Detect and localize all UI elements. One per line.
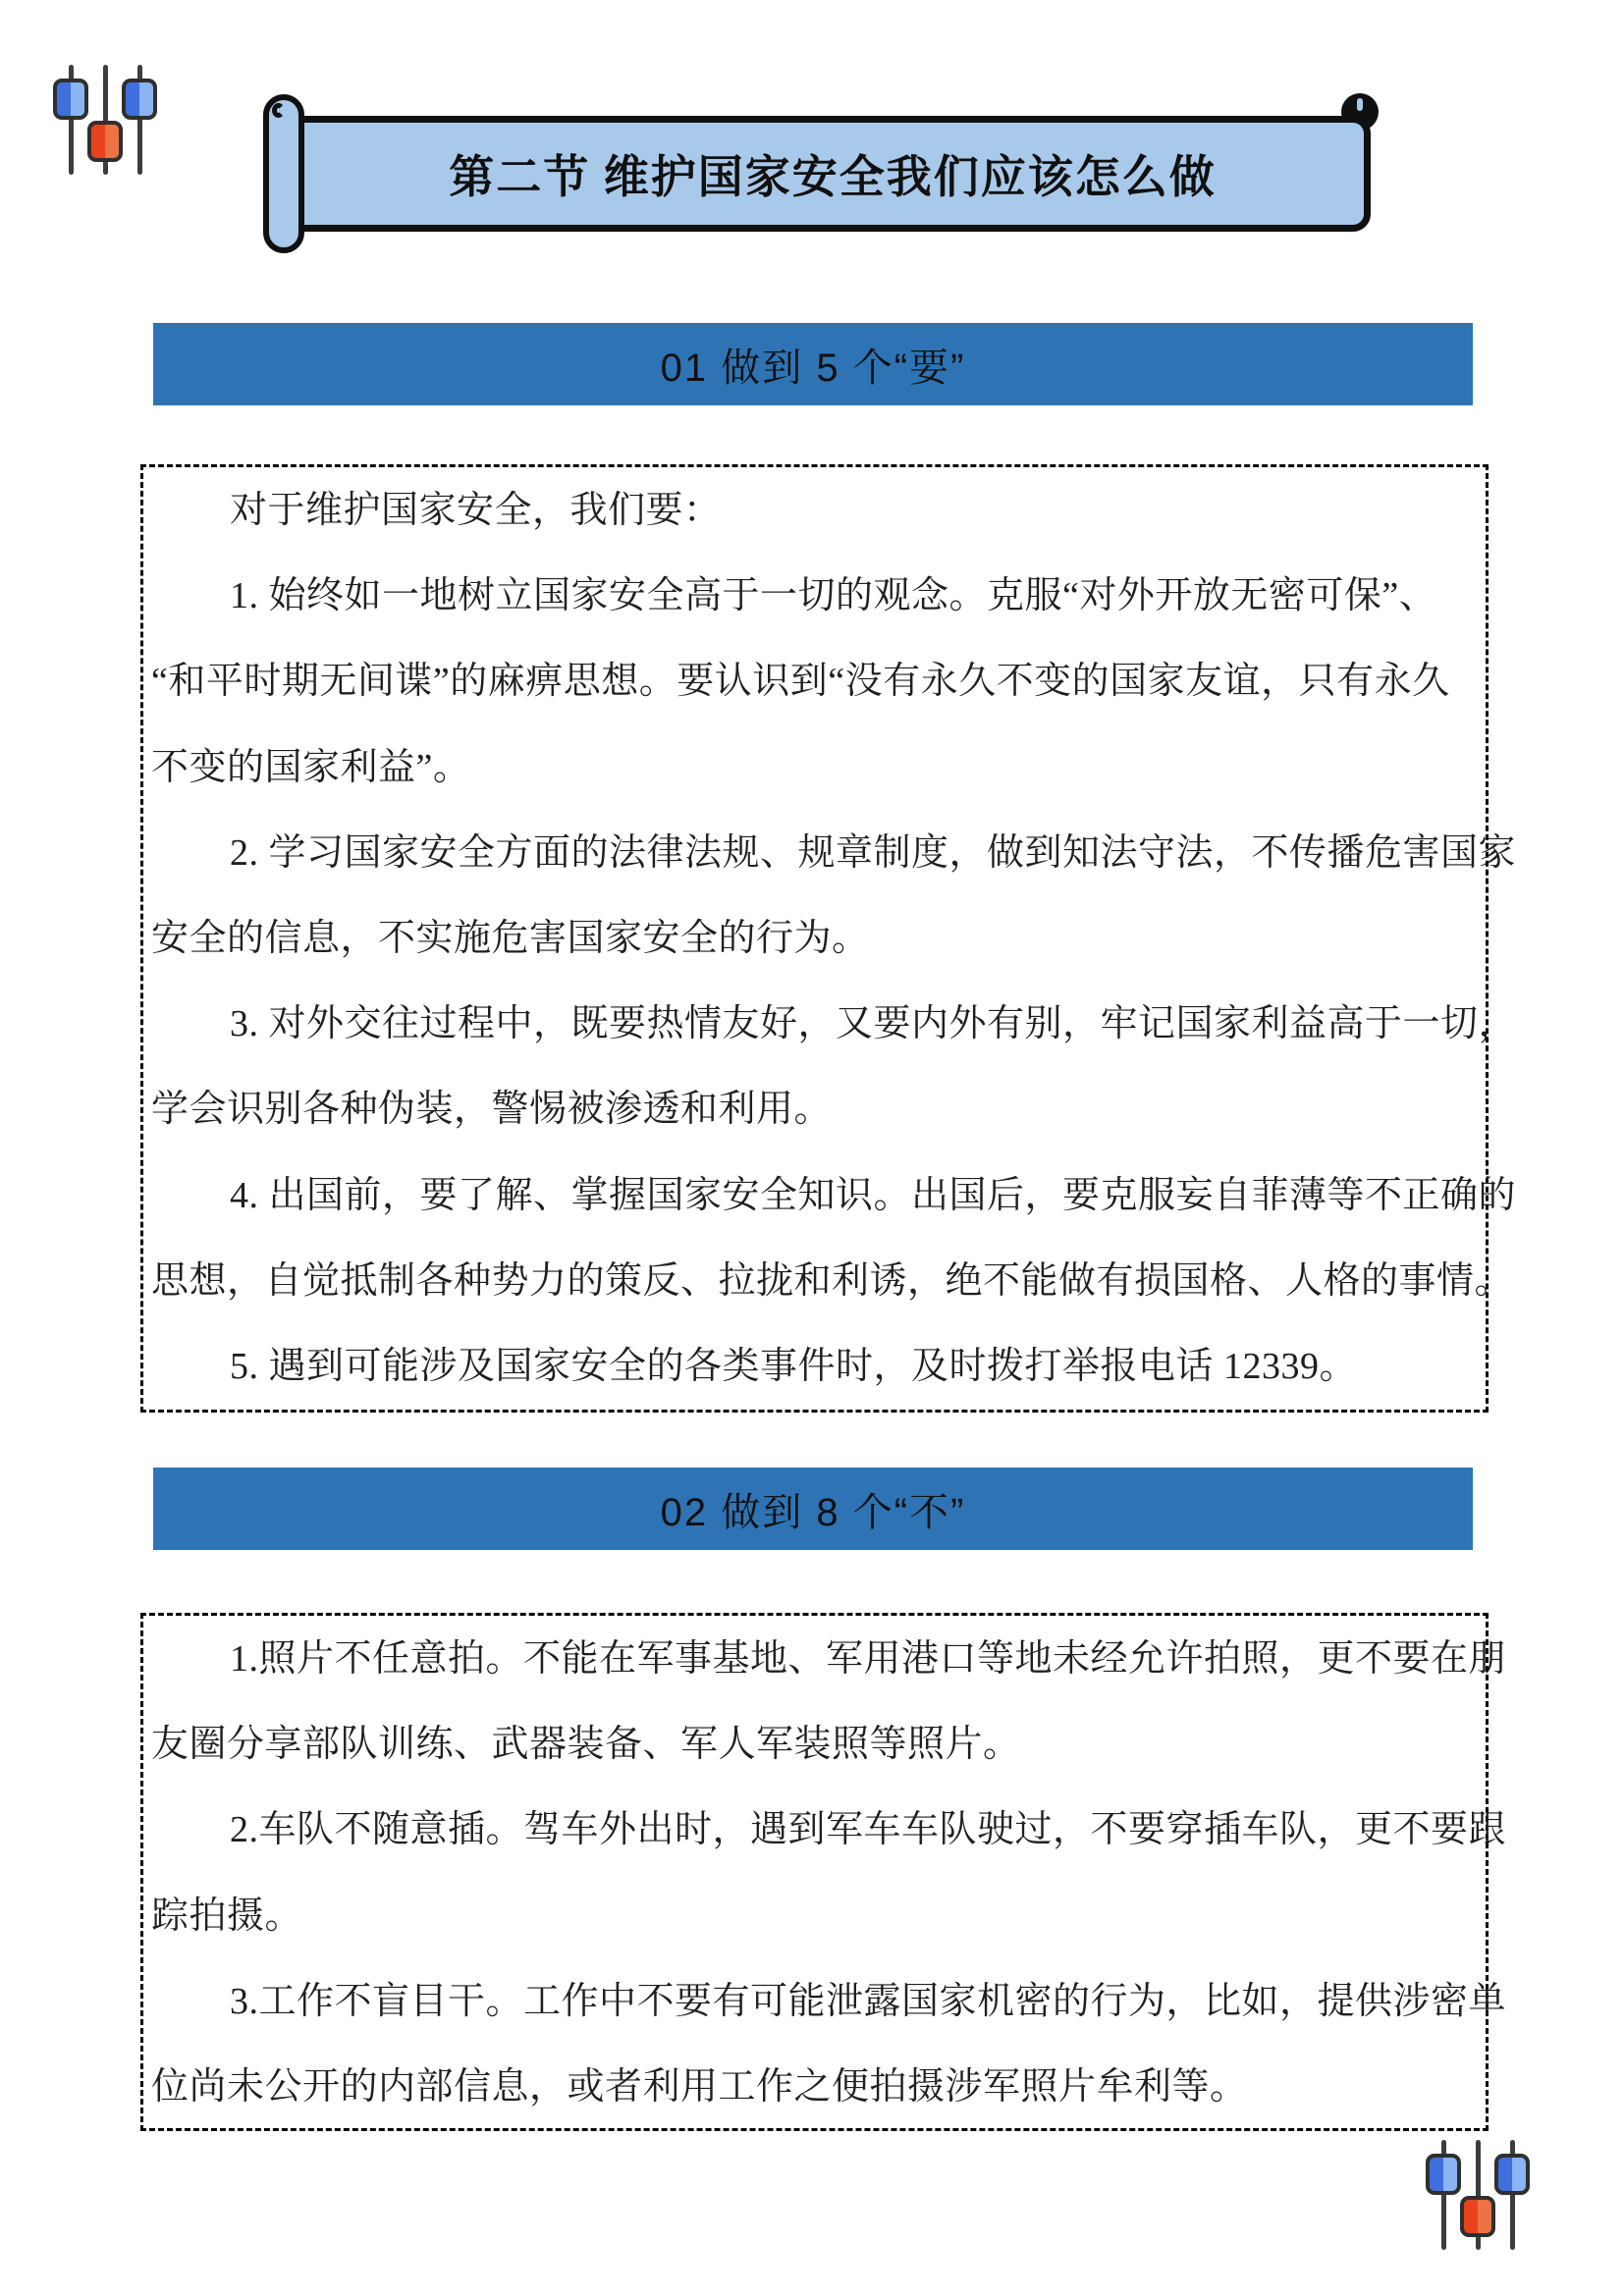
banner-scroll-roll [263, 94, 304, 253]
body-line: 4. 出国前，要了解、掌握国家安全知识。出国后，要克服妄自菲薄等不正确的 [230, 1174, 1517, 1216]
body-line: “和平时期无间谍”的麻痹思想。要认识到“没有永久不变的国家友谊，只有永久 [151, 661, 1450, 703]
section-header-02-label: 02 做到 8 个“不” [660, 1490, 966, 1534]
body-line: 2. 学习国家安全方面的法律法规、规章制度，做到知法守法，不传播危害国家 [230, 831, 1517, 874]
body-line: 友圈分享部队训练、武器装备、军人军装照等照片。 [151, 1724, 1021, 1766]
body-line: 2.车队不随意插。驾车外出时，遇到军车车队驶过，不要穿插车队，更不要跟 [230, 1809, 1507, 1851]
section-02-content-box [140, 1613, 1507, 2131]
equalizer-sliders-icon [1426, 2140, 1530, 2250]
equalizer-sliders-icon [53, 65, 157, 175]
body-line: 1.照片不任意拍。不能在军事基地、军用港口等地未经允许拍照，更不要在朋 [230, 1638, 1507, 1680]
slider-knob-blue [1426, 2154, 1461, 2195]
body-line: 3.工作不盲目干。工作中不要有可能泄露国家机密的行为，比如，提供涉密单 [230, 1980, 1507, 2022]
body-line: 3. 对外交往过程中，既要热情友好，又要内外有别，牢记国家利益高于一切， [230, 1003, 1517, 1045]
section-header-01-label: 01 做到 5 个“要” [660, 346, 966, 390]
body-line: 1. 始终如一地树立国家安全高于一切的观念。克服“对外开放无密可保”、 [230, 575, 1437, 617]
body-line: 不变的国家利益”。 [151, 746, 471, 788]
title-banner [295, 116, 1371, 232]
slider-knob-blue [122, 79, 157, 120]
section-header-01 [153, 323, 1473, 405]
slider-knob-orange [1460, 2196, 1495, 2237]
section-01-content-box [140, 464, 1517, 1413]
page-title: 第二节 维护国家安全我们应该怎么做 [449, 152, 1217, 202]
body-line: 思想，自觉抵制各种势力的策反、拉拢和利诱，绝不能做有损国格、人格的事情。 [151, 1259, 1513, 1302]
body-line: 位尚未公开的内部信息，或者利用工作之便拍摄涉军照片牟利等。 [151, 2066, 1248, 2109]
slider-knob-orange [87, 121, 123, 162]
body-line: 安全的信息，不实施危害国家安全的行为。 [151, 918, 870, 960]
section-header-02 [153, 1468, 1473, 1550]
body-line: 5. 遇到可能涉及国家安全的各类事件时，及时拨打举报电话 12339。 [230, 1346, 1358, 1388]
body-line: 对于维护国家安全，我们要： [230, 490, 722, 531]
body-line: 学会识别各种伪装，警惕被渗透和利用。 [151, 1089, 833, 1131]
slider-knob-blue [1494, 2154, 1530, 2195]
body-line: 踪拍摄。 [151, 1895, 303, 1937]
slider-knob-blue [53, 79, 88, 120]
